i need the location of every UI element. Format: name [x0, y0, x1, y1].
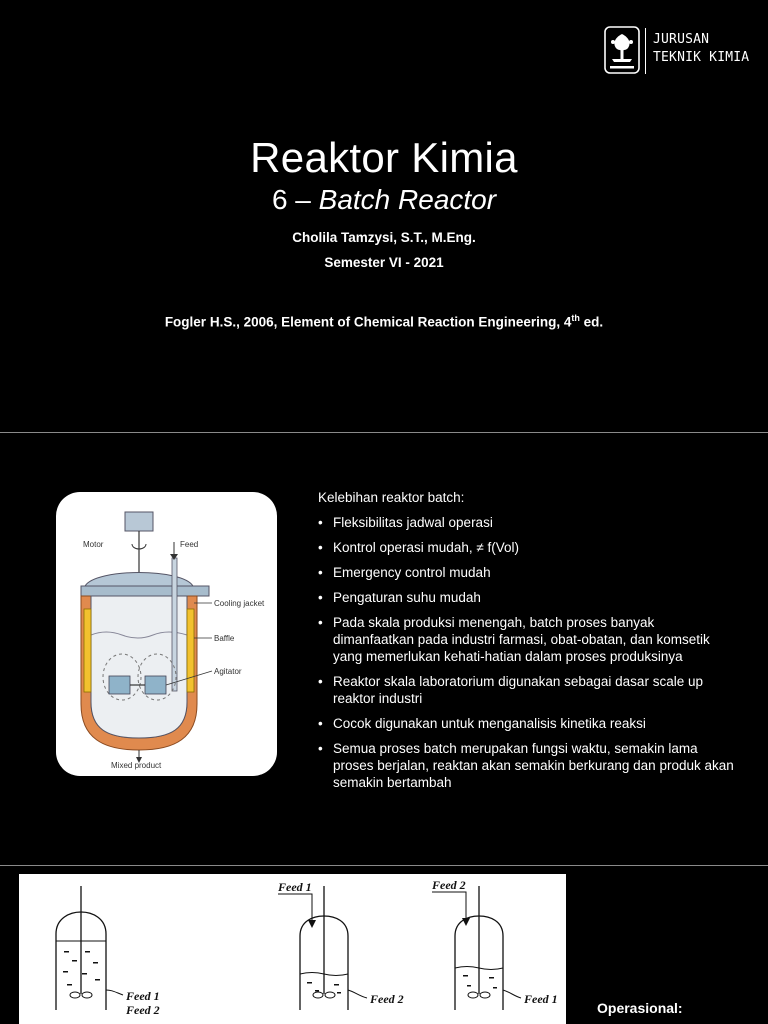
baffle-right	[187, 609, 194, 692]
batch-reactor-figure	[56, 492, 277, 776]
label-v1-feed2: Feed 2	[126, 1003, 160, 1017]
university-seal-icon	[604, 26, 640, 74]
feed-pipe	[172, 558, 177, 691]
slide-subtitle	[0, 184, 768, 216]
list-item: • Cocok digunakan untuk menganalisis kinetika reaksi	[318, 715, 738, 732]
department-line-1: JURUSAN	[653, 32, 710, 47]
department-line-2: TEKNIK KIMIA	[653, 50, 750, 65]
list-item: • Semua proses batch merupakan fungsi waktu, semakin lama proses berjalan, reaktan akan semakin berkurang dan produk akan semakin bertambah	[318, 740, 738, 791]
operation-heading: Operasional:	[597, 1000, 683, 1016]
subtitle-topic: Batch Reactor	[318, 184, 497, 215]
label-motor: Motor	[83, 540, 104, 549]
reference-superscript: th	[571, 313, 580, 323]
motor-box	[125, 512, 153, 531]
baffle-left	[84, 609, 91, 692]
vessel-3	[431, 878, 558, 1010]
label-feed: Feed	[180, 540, 199, 549]
agitator-blade-left	[109, 676, 130, 694]
department-name	[653, 31, 749, 67]
reference-citation	[0, 313, 768, 330]
advantages-list	[318, 514, 738, 799]
agitator-blade-right	[145, 676, 166, 694]
reference-end: ed.	[579, 314, 604, 330]
operation-slide	[0, 866, 768, 1024]
label-v1-feed1: Feed 1	[126, 989, 160, 1003]
author-name: Cholila Tamzysi, S.T., M.Eng.	[292, 230, 476, 245]
label-v3-top: Feed 2	[432, 878, 466, 892]
operation-modes-diagram	[19, 874, 566, 1024]
operation-modes-figure	[19, 874, 566, 1024]
vessel-1	[56, 886, 160, 1017]
label-baffle: Baffle	[214, 634, 235, 643]
vessel-2	[277, 880, 404, 1010]
department-logo	[604, 24, 750, 78]
label-v2-top: Feed 1	[278, 880, 312, 894]
label-cooling-jacket: Cooling jacket	[214, 599, 265, 608]
list-item: • Pada skala produksi menengah, batch proses banyak dimanfaatkan pada industri farmasi, obat-obatan, dan komsetik yang memerlukan kehati-hatian dalam proses produksinya	[318, 614, 738, 665]
batch-reactor-diagram	[56, 492, 277, 776]
label-mixed-product: Mixed product	[111, 761, 162, 770]
advantages-slide	[0, 433, 768, 865]
slide-title: Reaktor Kimia	[250, 134, 518, 181]
logo-divider	[645, 28, 646, 74]
title-slide	[0, 0, 768, 432]
advantages-heading: Kelebihan reaktor batch:	[318, 490, 465, 505]
reference-main: Fogler H.S., 2006, Element of Chemical Reaction Engineering, 4	[164, 314, 572, 330]
list-item: • Emergency control mudah	[318, 564, 738, 581]
label-agitator: Agitator	[214, 667, 242, 676]
list-item: • Pengaturan suhu mudah	[318, 589, 738, 606]
label-v3-side: Feed 1	[524, 992, 558, 1006]
subtitle-number: 6 –	[271, 184, 319, 215]
list-item: • Reaktor skala laboratorium digunakan sebagai dasar scale up reaktor industri	[318, 673, 738, 707]
list-item: • Fleksibilitas jadwal operasi	[318, 514, 738, 531]
semester-label: Semester VI - 2021	[324, 255, 444, 270]
list-item: • Kontrol operasi mudah, ≠ f(Vol)	[318, 539, 738, 556]
label-v2-side: Feed 2	[370, 992, 404, 1006]
